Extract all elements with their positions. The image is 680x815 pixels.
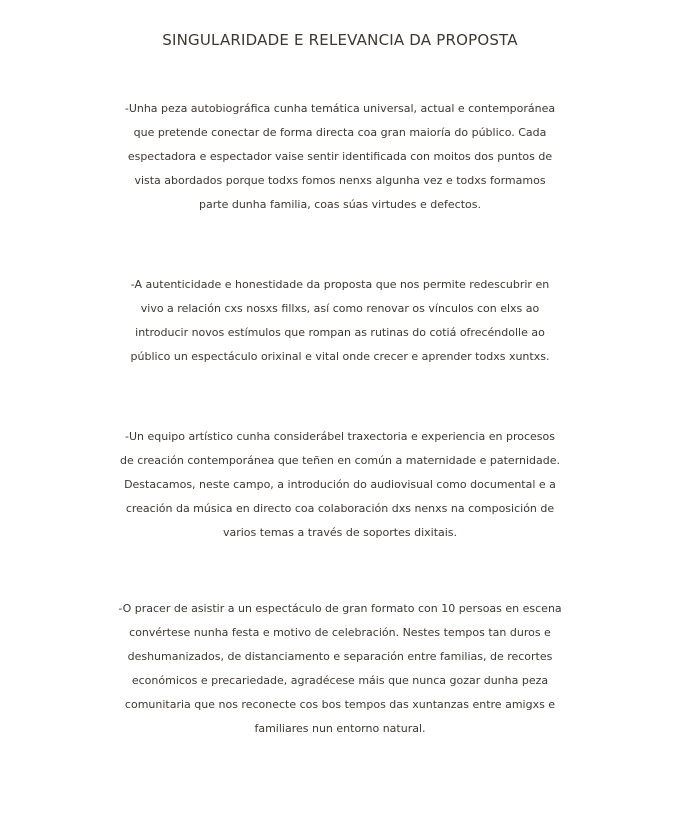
paragraph-authenticity: [0, 273, 680, 369]
paragraph-line: varios temas a través de soportes dixitais.: [222, 526, 458, 539]
paragraph-line: económicos e precariedade, agradécese máis que nunca gozar dunha peza: [131, 674, 549, 687]
paragraph-line: familiares nun entorno natural.: [254, 722, 426, 735]
paragraph-line: espectadora e espectador vaise sentir identificada con moitos dos puntos de: [127, 150, 553, 163]
paragraph-line: -O pracer de asistir a un espectáculo de gran formato con 10 persoas en escena: [118, 602, 562, 615]
page-title: SINGULARIDADE E RELEVANCIA DA PROPOSTA: [162, 31, 518, 49]
paragraph-line: creación da música en directo coa colaboración dxs nenxs na composición de: [125, 502, 555, 515]
paragraph-line: vista abordados porque todxs fomos nenxs algunha vez e todxs formamos: [134, 174, 546, 187]
paragraph-line: público un espectáculo orixinal e vital onde crecer e aprender todxs xuntxs.: [130, 350, 550, 363]
paragraph-line: convértese nunha festa e motivo de celebración. Nestes tempos tan duros e: [129, 626, 551, 639]
paragraph-artistic-team: [0, 425, 680, 545]
paragraph-large-format: [0, 597, 680, 741]
paragraph-line: introducir novos estímulos que rompan as rutinas do cotiá ofrecéndolle ao: [135, 326, 545, 339]
paragraph-line: vivo a relación cxs nosxs fillxs, así como renovar os vínculos con elxs ao: [140, 302, 540, 315]
paragraph-line: -Unha peza autobiográfica cunha temática universal, actual e contemporánea: [124, 102, 556, 115]
paragraph-line: que pretende conectar de forma directa coa gran maioría do público. Cada: [133, 126, 547, 139]
paragraph-line: deshumanizados, de distanciamento e separación entre familias, de recortes: [127, 650, 553, 663]
paragraph-line: comunitaria que nos reconecte cos bos tempos das xuntanzas entre amigxs e: [124, 698, 556, 711]
paragraph-line: -Un equipo artístico cunha considerábel traxectoria e experiencia en procesos: [125, 430, 555, 443]
paragraph-line: de creación contemporánea que teñen en común a maternidade e paternidade.: [119, 454, 561, 467]
paragraph-line: parte dunha familia, coas súas virtudes e defectos.: [199, 198, 481, 211]
paragraph-universal-theme: [0, 97, 680, 217]
paragraph-line: -A autenticidade e honestidade da proposta que nos permite redescubrir en: [130, 278, 550, 291]
paragraph-line: Destacamos, neste campo, a introdución do audiovisual como documental e a: [124, 478, 556, 491]
